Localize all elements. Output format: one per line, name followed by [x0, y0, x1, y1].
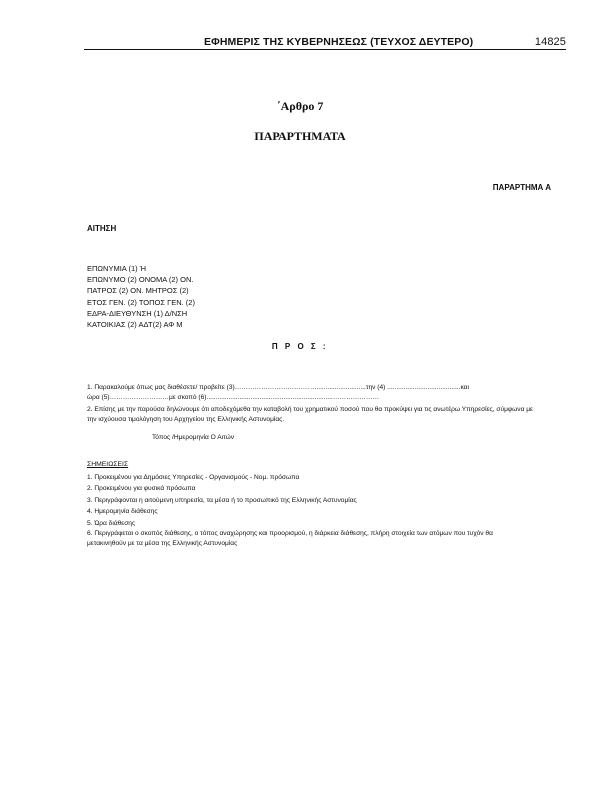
note-item: 1. Προκειμένου για Δημόσιες Υπηρεσίες - Οργανισμούς - Νομ. πρόσωπα — [87, 474, 300, 481]
paragraph-1-line-2: ώρα (5)………………………με σκοπό (6).....................................................................………………… — [87, 394, 380, 401]
request-title: ΑΙΤΗΣΗ — [87, 224, 117, 233]
request-paragraph-2: 2. Επίσης με την παρούσα δηλώνουμε ότι αποδεχόμεθα την καταβολή του χρηματικού ποσού που θα προκύψει για τις ανωτέρω Υπηρεσίες, σύμφωνα με την ισχύουσα τιμολόγηση του Αρχηγείου της Ελληνικής Αστυνομίας. — [87, 406, 533, 423]
field-line: ΚΑΤΟΙΚΙΑΣ (2) ΑΔΤ(2) ΑΦ Μ — [87, 320, 183, 330]
gazette-title: ΕΦΗΜΕΡΙΣ ΤΗΣ ΚΥΒΕΡΝΗΣΕΩΣ (ΤΕΥΧΟΣ ΔΕΥΤΕΡΟ) — [204, 36, 474, 48]
note-item: 5. Ώρα διάθεσης — [87, 519, 136, 527]
field-line: ΕΔΡΑ-ΔΙΕΥΘΥΝΣΗ (1) Δ/ΝΣΗ — [87, 308, 188, 318]
header-rule — [84, 49, 566, 50]
field-line: ΕΤΟΣ ΓΕΝ. (2) ΤΟΠΟΣ ΓΕΝ. (2) — [87, 297, 195, 307]
field-line: ΕΠΩΝΥΜΙΑ (1) Ή — [87, 264, 146, 273]
page-number: 14825 — [534, 36, 566, 48]
note-item: 6. Περιγράφεται ο σκοπός διάθεσης, ο τόπος αναχώρησης και προορισμού, η διάρκεια διάθεσης, πλήρη στοιχεία των ατόμων που τυχόν θα μετακινηθούν με τα μέσα της Ελληνικής Αστυνομίας — [87, 530, 493, 548]
note-item: 2. Προκειμένου για φυσικά πρόσωπα — [87, 485, 196, 493]
notes-list — [87, 472, 533, 549]
field-line: ΠΑΤΡΟΣ (2) ΟΝ. ΜΗΤΡΟΣ (2) — [87, 286, 189, 296]
request-paragraph-1 — [87, 383, 533, 403]
notes-title: ΣΗΜΕΙΩΣΕΙΣ — [87, 461, 129, 468]
field-line: ΕΠΩΝΥΜΟ (2) ΟΝΟΜΑ (2) ΟΝ. — [87, 275, 194, 285]
applicant-fields — [87, 263, 195, 330]
paragraph-1-line-1: 1. Παρακαλούμε όπως μας διαθέσετε/ προβείτε (3)……………………………. ..............................την (4) ........................................και — [87, 384, 469, 391]
article-heading: ΄Αρθρο 7 — [276, 99, 324, 113]
place-date-signature: Τόπος /Ημερομηνία Ο Αιτών — [152, 434, 235, 441]
annex-label: ΠΑΡΑΡΤΗΜΑ Α — [492, 183, 551, 192]
note-item: 3. Περιγράφονται η αιτούμενη υπηρεσία, τα μέσα ή το προσωπικό της Ελληνικής Αστυνομίας — [87, 496, 357, 504]
note-item: 4. Ημερομηνία διάθεσης — [87, 508, 158, 516]
addressee-heading: Π Ρ Ο Σ : — [271, 342, 329, 351]
section-heading: ΠΑΡΑΡΤΗΜΑΤΑ — [254, 129, 346, 143]
